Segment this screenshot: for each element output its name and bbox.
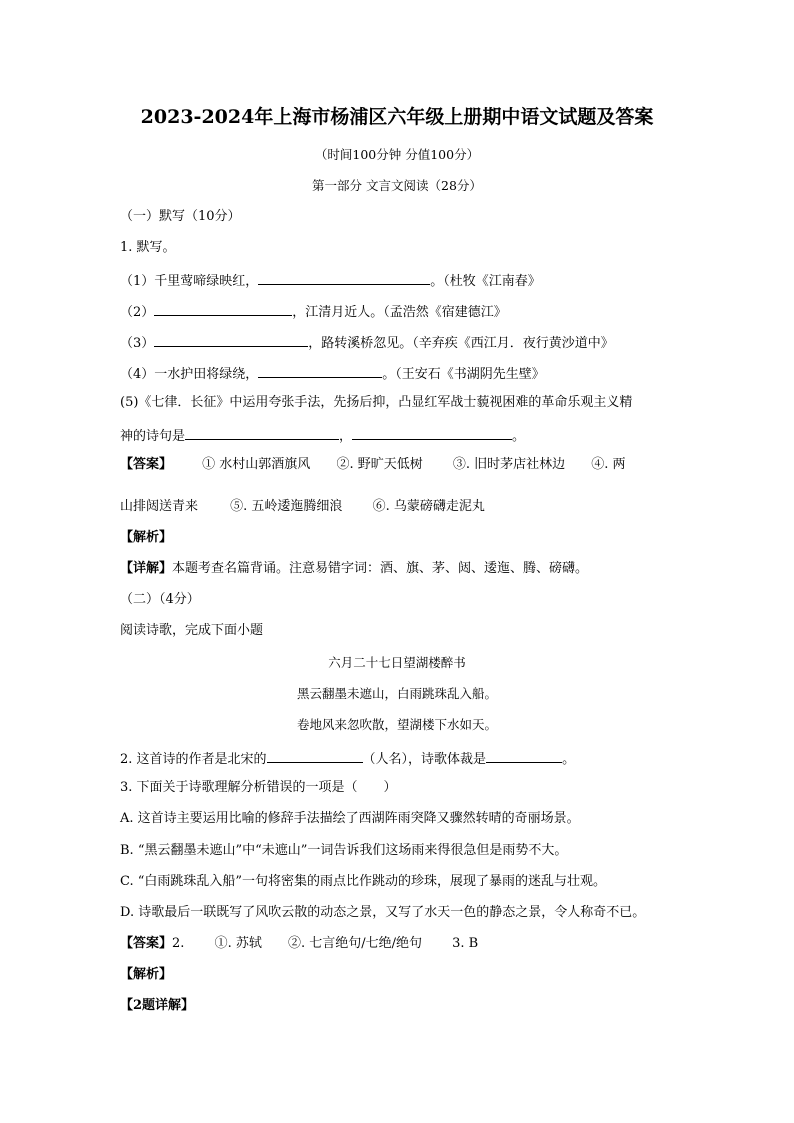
question-1: 1. 默写。 (120, 240, 176, 255)
analysis-label: 【解析】 (120, 967, 173, 982)
q2-mid: （人名），诗歌体裁是 (362, 752, 487, 767)
answer-part: 3. B (452, 936, 479, 951)
answer-option: ① 水村山郭酒旗风 (202, 457, 311, 472)
q1-item-3-post: ，路转溪桥忽见。（辛弃疾《西江月．夜行黄沙道中》 (308, 336, 614, 351)
section-heading-2: （二）（4分） (120, 592, 200, 607)
answer-label: 【答案】 (120, 457, 173, 472)
answer-blank[interactable] (258, 270, 430, 285)
q1-item-4-post: 。（王安石《书湖阴先生壁》 (382, 367, 545, 382)
section-heading: （一）默写（10分） (120, 209, 241, 224)
q1-item-5-line2 (120, 425, 525, 446)
q1-item-1 (120, 270, 541, 291)
answer-blank[interactable] (486, 748, 562, 763)
option-c: C. “白雨跳珠乱入船”一句将密集的雨点比作跳动的珍珠，展现了暴雨的迷乱与壮观。 (120, 874, 607, 889)
answer-part: 2. (172, 936, 185, 951)
analysis-label: 【解析】 (120, 530, 173, 545)
answer-option: ③. 旧时茅店社林边 (452, 457, 566, 472)
answer-option: ④. 两 (591, 457, 626, 472)
q1-item-5-pre: 神的诗句是 (120, 429, 186, 444)
answer-blank[interactable] (267, 748, 363, 763)
q2-post: 。 (562, 752, 576, 767)
answer-2 (120, 935, 478, 953)
detail-heading: 【2题详解】 (120, 998, 195, 1013)
answer-blank[interactable] (154, 301, 292, 316)
q1-item-5-line1: (5)《七律．长征》中运用夸张手法，先扬后抑，凸显红军战士藐视困难的革命乐观主义精 (120, 395, 633, 410)
part-heading: 第一部分 文言文阅读（28分） (312, 178, 482, 193)
answer-blank[interactable] (154, 332, 308, 347)
answer-label: 【答案】 (120, 936, 173, 951)
answer-1-cont (120, 498, 485, 516)
answer-option: ②. 野旷天低树 (336, 457, 423, 472)
q1-item-2 (120, 301, 507, 322)
detail-label: 【详解】 (120, 561, 173, 576)
q1-item-2-post: ，江清月近人。（孟浩然《宿建德江》 (292, 305, 507, 320)
answer-option: ⑥. 乌蒙磅礴走泥丸 (372, 499, 485, 514)
q1-item-5-mid: ， (339, 429, 353, 444)
q1-item-1-pre: （1）千里莺啼绿映红， (120, 274, 259, 289)
q1-item-2-pre: （2） (120, 305, 155, 320)
q1-item-1-post: 。（杜牧《江南春》 (430, 274, 541, 289)
q1-item-3-pre: （3） (120, 336, 155, 351)
answer-option: 山排闼送青来 (120, 499, 199, 514)
question-2 (120, 748, 575, 769)
q1-item-3 (120, 332, 614, 353)
question-3: 3. 下面关于诗歌理解分析错误的一项是（ ） (120, 780, 397, 795)
answer-part: ②. 七言绝句/七绝/绝句 (287, 936, 422, 951)
answer-blank[interactable] (185, 425, 339, 440)
reading-prompt: 阅读诗歌，完成下面小题 (120, 623, 264, 638)
poem-line: 卷地风来忽吹散，望湖楼下水如天。 (296, 717, 497, 732)
option-b: B. “黑云翻墨未遮山”中“未遮山”一词告诉我们这场雨来得很急但是雨势不大。 (120, 843, 568, 858)
answer-part: ①. 苏轼 (214, 936, 262, 951)
option-a: A. 这首诗主要运用比喻的修辞手法描绘了西湖阵雨突降又骤然转晴的奇丽场景。 (120, 811, 580, 826)
answer-1 (120, 456, 626, 474)
page-title: 2023-2024年上海市杨浦区六年级上册期中语文试题及答案 (140, 106, 654, 128)
answer-blank[interactable] (258, 363, 382, 378)
q2-pre: 2. 这首诗的作者是北宋的 (120, 752, 267, 767)
q1-item-5-post: 。 (512, 429, 526, 444)
detail-text: 本题考查名篇背诵。注意易错字词：酒、旗、茅、闼、逶迤、腾、磅礴。 (172, 561, 589, 576)
poem-line: 黑云翻墨未遮山，白雨跳珠乱入船。 (296, 686, 497, 701)
q1-item-4 (120, 363, 545, 384)
poem-title: 六月二十七日望湖楼醉书 (328, 655, 466, 670)
q1-item-4-pre: （4）一水护田将绿绕， (120, 367, 259, 382)
answer-option: ⑤. 五岭逶迤腾细浪 (230, 499, 343, 514)
detail-1 (120, 560, 588, 578)
answer-blank[interactable] (352, 425, 512, 440)
option-d: D. 诗歌最后一联既写了风吹云散的动态之景，又写了水天一色的静态之景，令人称奇不已。 (120, 905, 646, 920)
exam-meta: （时间100分钟 分值100分） (314, 147, 480, 162)
